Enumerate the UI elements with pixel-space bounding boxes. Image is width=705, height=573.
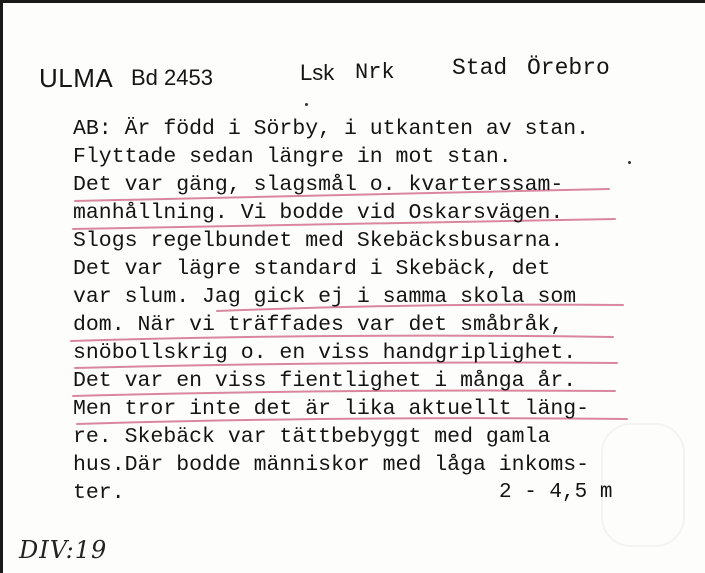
text-line: Flyttade sedan längre in mot stan. [73, 145, 512, 169]
faint-watermark [601, 423, 685, 547]
text-line: hus.Där bodde människor med låga inkoms- [73, 453, 590, 477]
text-line: Slogs regelbundet med Skebäcksbusarna. [73, 229, 564, 253]
ink-dot [628, 161, 631, 164]
volume-number: Bd 2453 [131, 65, 213, 90]
handwritten-note: DIV:19 [19, 536, 108, 564]
place-label: Stad [452, 55, 508, 81]
ink-dot [305, 103, 308, 106]
text-line: AB: Är född i Sörby, i utkanten av stan. [73, 117, 590, 141]
text-line: ter. [73, 481, 125, 505]
text-line: Det var gäng, slagsmål o. kvarterssam- [73, 173, 564, 197]
text-line: re. Skebäck var tättbebyggt med gamla [73, 425, 551, 449]
text-line: var slum. Jag gick ej i samma skola som [73, 285, 577, 309]
text-line: manhållning. Vi bodde vid Oskarsvägen. [73, 201, 564, 225]
parish-label: Lsk [300, 60, 335, 85]
archive-code: ULMA [39, 63, 114, 93]
text-line: Det var lägre standard i Skebäck, det [73, 257, 551, 281]
text-line: dom. När vi träffades var det småbråk, [73, 313, 564, 337]
text-line: Det var en viss fientlighet i många år. [73, 369, 577, 393]
place-value: Örebro [527, 55, 610, 81]
text-line: snöbollskrig o. en viss handgriplighet. [73, 341, 577, 365]
parish-code: Nrk [355, 60, 395, 85]
text-line: Men tror inte det är lika aktuellt läng- [73, 397, 590, 421]
page-reference: 2 - 4,5 m [499, 481, 613, 504]
